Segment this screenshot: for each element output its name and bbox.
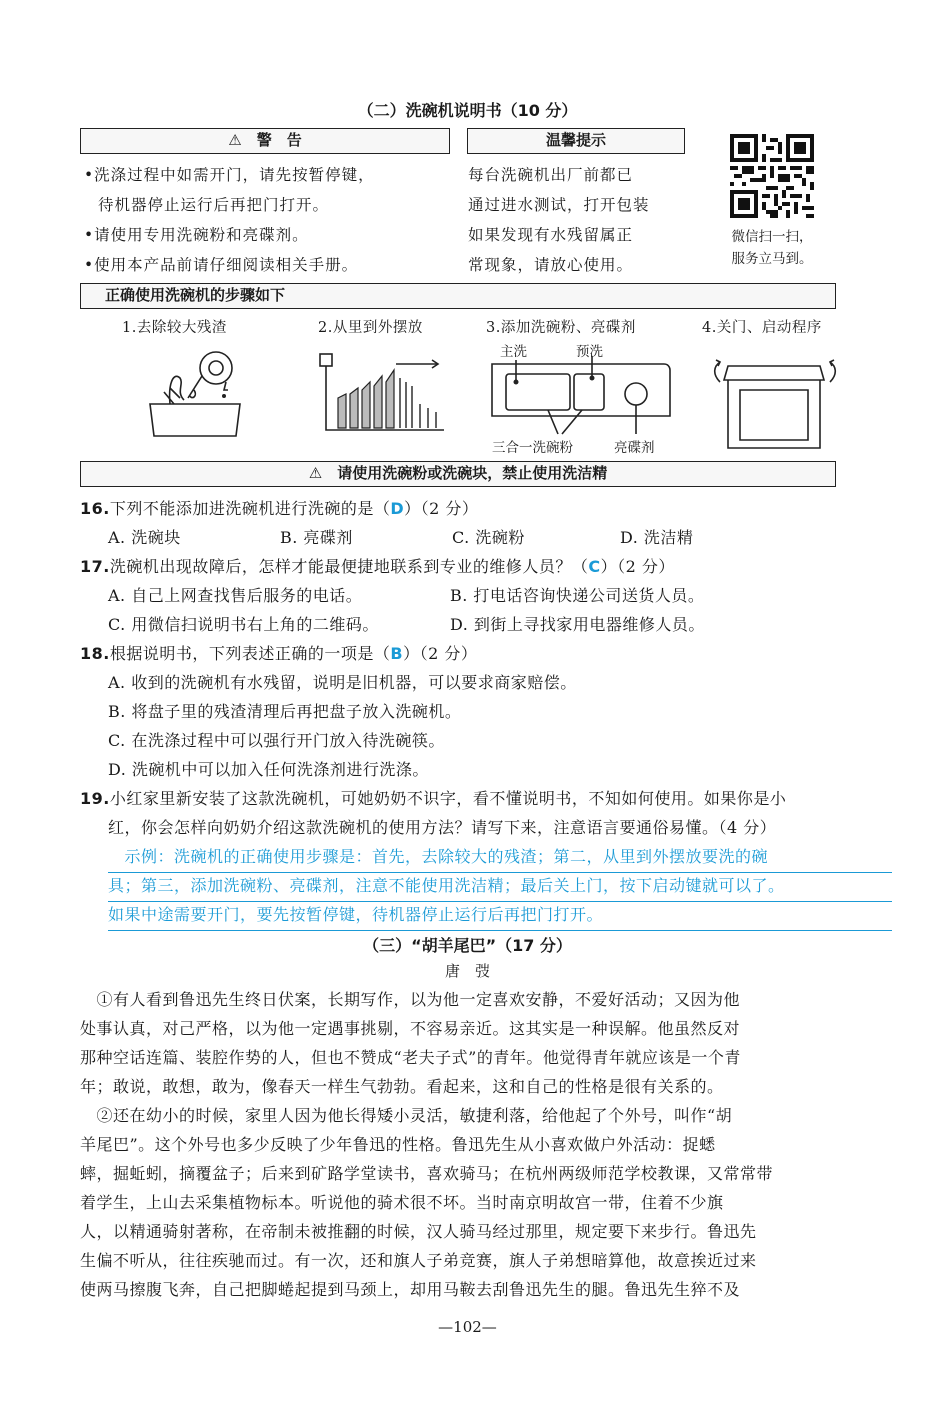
warning-icon: ⚠	[308, 464, 338, 482]
answer-mark: B	[390, 644, 404, 663]
question-stem: 红，你会怎样向奶奶介绍这款洗碗机的使用方法？请写下来，注意语言要通俗易懂。（4 分）	[108, 818, 777, 837]
qr-code-icon	[730, 134, 814, 218]
question-tail: ）（2 分）	[404, 499, 479, 518]
section2-title: （二）洗碗机说明书（10 分）	[357, 101, 578, 120]
question-number: 17.	[80, 557, 110, 576]
option: A. 洗碗块	[108, 528, 181, 547]
label-powder: 三合一洗碗粉	[492, 440, 573, 456]
qr-caption-line: 服务立马到。	[731, 251, 813, 267]
ban-header	[80, 461, 836, 487]
question-stem: 洗碗机出现故障后，怎样才能最便捷地联系到专业的维修人员？（	[109, 557, 589, 576]
tips-header	[467, 128, 685, 154]
scrape-residue-icon	[140, 342, 250, 442]
question-stem: 根据说明书，下列表述正确的一项是（	[109, 644, 391, 663]
warning-title: 警 告	[256, 131, 302, 149]
label-rinse-aid: 亮碟剂	[614, 440, 655, 456]
qr-caption-line: 微信扫一扫，	[731, 229, 813, 245]
detergent-panel-icon	[488, 356, 674, 440]
warning-item: •洗涤过程中如需开门，请先按暂停键，	[84, 166, 375, 184]
warning-item: 待机器停止运行后再把门打开。	[98, 196, 330, 214]
paragraph-line: 蟀，掘蚯蚓，摘覆盆子；后来到矿路学堂读书，喜欢骑马；在杭州两级师范学校教课，又常常带	[80, 1164, 774, 1183]
step-label: 4.关门、启动程序	[702, 320, 822, 336]
question-18	[80, 639, 477, 669]
paragraph-line: ②还在幼小的时候，家里人因为他长得矮小灵活，敏捷利落，给他起了个外号，叫作“胡	[80, 1106, 733, 1125]
tips-line: 每台洗碗机出厂前都已	[468, 166, 634, 184]
author: 唐 弢	[444, 962, 490, 980]
tips-title: 温馨提示	[545, 131, 606, 149]
option: C. 用微信扫说明书右上角的二维码。	[108, 615, 379, 634]
option: D. 洗洁精	[620, 528, 694, 547]
question-number: 16.	[80, 499, 110, 518]
step-label: 1.去除较大残渣	[122, 320, 227, 336]
arrange-dishes-icon	[316, 348, 446, 436]
paragraph-line: 人，以精通骑射著称，在帝制未被推翻的时候，汉人骑马经过那里，规定要下来步行。鲁迅先	[80, 1222, 757, 1241]
question-tail: ）（2 分）	[600, 557, 675, 576]
label-main-wash: 主洗	[500, 344, 527, 360]
option: A. 收到的洗碗机有水残留，说明是旧机器，可以要求商家赔偿。	[108, 673, 577, 692]
paragraph-line: ①有人看到鲁迅先生终日伏案，长期写作，以为他一定喜欢安静，不爱好活动；又因为他	[80, 990, 741, 1009]
label-pre-wash: 预洗	[576, 344, 603, 360]
warning-icon: ⚠	[228, 131, 257, 149]
question-number: 19.	[80, 789, 110, 808]
answer-mark: D	[390, 499, 405, 518]
tips-line: 如果发现有水残留属正	[468, 226, 634, 244]
answer-line: 如果中途需要开门，要先按暂停键，待机器停止运行后再把门打开。	[108, 900, 892, 931]
step-label: 2.从里到外摆放	[318, 320, 423, 336]
paragraph-line: 着学生，上山去采集植物标本。听说他的骑术很不坏。当时南京明故宫一带，住着不少旗	[80, 1193, 724, 1212]
option: D. 到街上寻找家用电器维修人员。	[450, 615, 705, 634]
paragraph-line: 羊尾巴”。这个外号也多少反映了少年鲁迅的性格。鲁迅先生从小喜欢做户外活动：捉蟋	[80, 1135, 716, 1154]
close-door-start-icon	[710, 352, 840, 452]
warning-item: •请使用专用洗碗粉和亮碟剂。	[84, 226, 309, 244]
question-16	[80, 494, 478, 524]
answer-line: 示例：洗碗机的正确使用步骤是：首先，去除较大的残渣；第二，从里到外摆放要洗的碗	[108, 842, 892, 873]
page-number: —102—	[438, 1318, 497, 1336]
option: B. 打电话咨询快递公司送货人员。	[450, 586, 705, 605]
paragraph-line: 那种空话连篇、装腔作势的人，但也不赞成“老夫子式”的青年。他觉得青年就应该是一个青	[80, 1048, 741, 1067]
tips-line: 通过进水测试，打开包装	[468, 196, 650, 214]
paragraph-line: 处事认真，对己严格，以为他一定遇事挑剔，不容易亲近。这其实是一种误解。他虽然反对	[80, 1019, 741, 1038]
paragraph-line: 生偏不听从，往往疾驰而过。有一次，还和旗人子弟竞赛，旗人子弟想暗算他，故意挨近过来	[80, 1251, 757, 1270]
warning-header	[80, 128, 450, 154]
paragraph-line: 使两马擦腹飞奔，自己把脚蜷起提到马颈上，却用马鞍去刮鲁迅先生的腿。鲁迅先生猝不及	[80, 1280, 741, 1299]
steps-title: 正确使用洗碗机的步骤如下	[105, 286, 286, 304]
option: C. 在洗涤过程中可以强行开门放入待洗碗筷。	[108, 731, 445, 750]
question-stem: 下列不能添加进洗碗机进行洗碗的是（	[109, 499, 391, 518]
ban-text: 请使用洗碗粉或洗碗块，禁止使用洗洁精	[337, 464, 608, 482]
answer-line: 具；第三，添加洗碗粉、亮碟剂，注意不能使用洗洁精；最后关上门，按下启动键就可以了。	[108, 871, 892, 902]
step-label: 3.添加洗碗粉、亮碟剂	[486, 320, 636, 336]
question-number: 18.	[80, 644, 110, 663]
option: B. 亮碟剂	[280, 528, 353, 547]
section3-title: （三）“胡羊尾巴”（17 分）	[363, 936, 572, 955]
option: A. 自己上网查找售后服务的电话。	[108, 586, 363, 605]
steps-header	[80, 283, 836, 309]
option: B. 将盘子里的残渣清理后再把盘子放入洗碗机。	[108, 702, 462, 721]
tips-line: 常现象，请放心使用。	[468, 256, 634, 274]
question-19	[80, 784, 786, 814]
paragraph-line: 年；敢说，敢想，敢为，像春天一样生气勃勃。看起来，这和自己的性格是很有关系的。	[80, 1077, 724, 1096]
option: C. 洗碗粉	[452, 528, 525, 547]
question-stem: 小红家里新安装了这款洗碗机，可她奶奶不识字，看不懂说明书，不知如何使用。如果你是小	[109, 789, 787, 808]
question-17	[80, 552, 675, 582]
option: D. 洗碗机中可以加入任何洗涤剂进行洗涤。	[108, 760, 429, 779]
answer-mark: C	[588, 557, 601, 576]
warning-item: •使用本产品前请仔细阅读相关手册。	[84, 256, 359, 274]
question-tail: ）（2 分）	[403, 644, 478, 663]
